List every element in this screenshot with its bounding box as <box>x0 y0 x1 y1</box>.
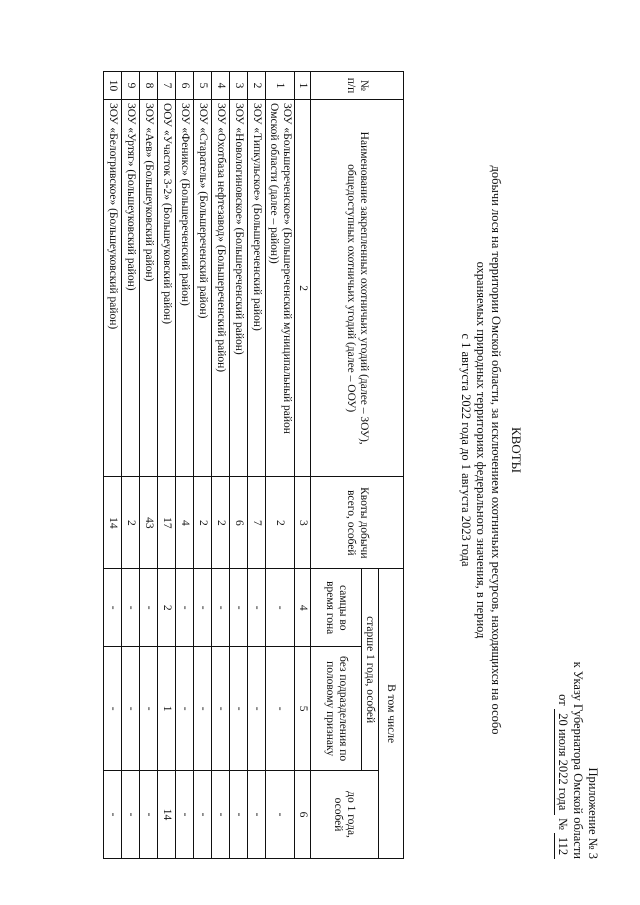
header-quota: Квоты добычи всего, особей <box>311 477 404 569</box>
quota-under-1-year: - <box>248 771 266 859</box>
from-label: от <box>556 694 570 706</box>
quota-no-sex-division: - <box>194 647 212 771</box>
table-row <box>266 72 295 859</box>
quota-under-1-year: - <box>266 771 295 859</box>
title-line-3: с 1 августа 2022 года до 1 августа 2023 года <box>459 333 473 567</box>
quota-total: 14 <box>104 477 122 569</box>
quota-total: 2 <box>212 477 230 569</box>
quota-under-1-year: - <box>140 771 158 859</box>
header-nodiv: без подразделения по половому признаку <box>311 647 362 771</box>
quota-males-rut: 2 <box>158 569 176 647</box>
title-heading: КВОТЫ <box>509 426 524 473</box>
quota-no-sex-division: - <box>176 647 194 771</box>
decree-date: 20 июля 2022 года <box>554 709 570 815</box>
hunting-ground-name: ЗОУ «Аев» (Большеуковский район) <box>140 99 158 476</box>
quota-under-1-year: - <box>230 771 248 859</box>
quota-under-1-year: - <box>212 771 230 859</box>
quota-under-1-year: - <box>176 771 194 859</box>
appendix-decree: к Указу Губернатора Омской области <box>571 661 585 859</box>
quota-males-rut: - <box>194 569 212 647</box>
col-index: 4 <box>295 569 311 647</box>
title-line-2: охраняемых природных территориях федерального значения, в период <box>474 261 488 639</box>
decree-number: 112 <box>554 833 570 859</box>
table-row <box>122 72 140 859</box>
hunting-ground-name: ООУ «Участок 3-2» (Большеуковский район) <box>158 99 176 476</box>
quota-males-rut: - <box>230 569 248 647</box>
quota-total: 2 <box>122 477 140 569</box>
hunting-ground-name: ЗОУ «Старатель» (Большереченский район) <box>194 99 212 476</box>
hunting-ground-name: ЗОУ «Феникс» (Большереченский район) <box>176 99 194 476</box>
quota-no-sex-division: - <box>122 647 140 771</box>
table-row <box>176 72 194 859</box>
table-row <box>212 72 230 859</box>
header-name: Наименование закрепленных охотничьих угодий (далее – ЗОУ), общедоступных охотничьих угодий (далее – ООУ) <box>311 99 404 476</box>
hunting-ground-name: ЗОУ «Большереченское» (Большереченский муниципальный район Омской области (далее – район)) <box>266 99 295 476</box>
quota-no-sex-division: - <box>104 647 122 771</box>
hunting-ground-name: ЗОУ «Белогривское» (Большеуковский район) <box>104 99 122 476</box>
quota-no-sex-division: - <box>266 647 295 771</box>
title-line-1: добычи лося на территории Омской области, за исключением охотничьих ресурсов, находящихся на особо <box>489 165 503 735</box>
hunting-ground-name: ЗОУ «Типкульское» (Большереченский район) <box>248 99 266 476</box>
row-number: 10 <box>104 72 122 100</box>
header-young: до 1 года, особей <box>311 771 379 859</box>
quota-under-1-year: - <box>194 771 212 859</box>
col-index: 2 <box>295 99 311 476</box>
quota-males-rut: - <box>248 569 266 647</box>
appendix-date-line <box>554 662 570 859</box>
appendix-block <box>554 662 600 859</box>
header-num: № п/п <box>311 72 404 100</box>
hunting-ground-name: ЗОУ «Новологиновское» (Большереченский район) <box>230 99 248 476</box>
quota-no-sex-division: - <box>212 647 230 771</box>
table-row <box>140 72 158 859</box>
row-number: 4 <box>212 72 230 100</box>
header-including: В том числе <box>379 569 404 859</box>
row-number: 1 <box>266 72 295 100</box>
quota-no-sex-division: 1 <box>158 647 176 771</box>
header-older: старше 1 года, особей <box>362 569 379 771</box>
header-males: самцы во время гона <box>311 569 362 647</box>
quota-males-rut: - <box>212 569 230 647</box>
hunting-ground-name: ЗОУ «Охотбаза нефтезавод» (Большереченский район) <box>212 99 230 476</box>
col-index: 3 <box>295 477 311 569</box>
number-label: № <box>556 817 570 830</box>
table-row <box>158 72 176 859</box>
row-number: 3 <box>230 72 248 100</box>
table-body <box>104 72 295 859</box>
table-row <box>194 72 212 859</box>
quota-males-rut: - <box>122 569 140 647</box>
row-number: 5 <box>194 72 212 100</box>
row-number: 9 <box>122 72 140 100</box>
table-row <box>104 72 122 859</box>
hunting-ground-name: ЗОУ «Уртяг» (Большеуковский район) <box>122 99 140 476</box>
table-row <box>230 72 248 859</box>
quota-no-sex-division: - <box>140 647 158 771</box>
quota-total: 17 <box>158 477 176 569</box>
quota-no-sex-division: - <box>230 647 248 771</box>
quota-total: 2 <box>194 477 212 569</box>
table-row <box>248 72 266 859</box>
appendix-title: Приложение № 3 <box>586 767 600 859</box>
col-index: 5 <box>295 647 311 771</box>
column-index-row <box>295 72 311 859</box>
quota-males-rut: - <box>266 569 295 647</box>
quota-males-rut: - <box>140 569 158 647</box>
row-number: 8 <box>140 72 158 100</box>
col-index: 6 <box>295 771 311 859</box>
quota-no-sex-division: - <box>248 647 266 771</box>
quota-table <box>103 71 404 859</box>
row-number: 2 <box>248 72 266 100</box>
col-index: 1 <box>295 72 311 100</box>
quota-total: 6 <box>230 477 248 569</box>
quota-total: 4 <box>176 477 194 569</box>
quota-total: 7 <box>248 477 266 569</box>
quota-under-1-year: - <box>104 771 122 859</box>
quota-under-1-year: - <box>122 771 140 859</box>
quota-total: 2 <box>266 477 295 569</box>
document-title <box>458 70 524 830</box>
quota-males-rut: - <box>176 569 194 647</box>
row-number: 7 <box>158 72 176 100</box>
quota-males-rut: - <box>104 569 122 647</box>
quota-total: 43 <box>140 477 158 569</box>
quota-under-1-year: 14 <box>158 771 176 859</box>
row-number: 6 <box>176 72 194 100</box>
